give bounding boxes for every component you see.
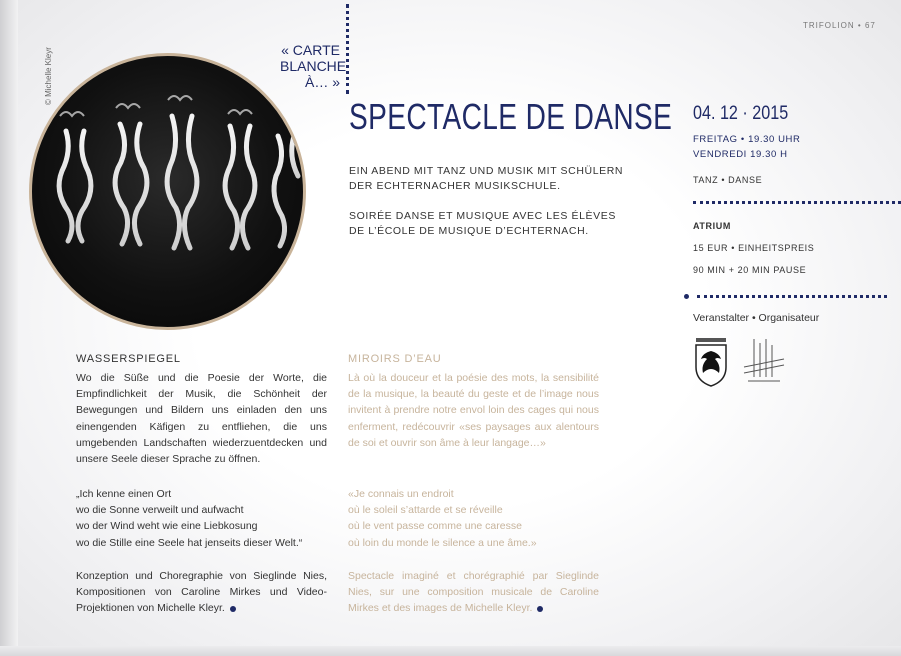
echternach-coat-of-arms-logo — [692, 337, 730, 387]
header-separator: • — [857, 21, 862, 30]
poem-line: «Je connais un endroit — [348, 488, 454, 500]
sidebar-bullet — [684, 294, 689, 299]
running-header — [803, 21, 876, 30]
french-credits: Spectacle imaginé et chorégraphié par Sieglinde Nies, sur une composition musicale de Caroline Mirkes et des images de Michelle Kleyr. — [348, 570, 599, 615]
end-mark-icon — [537, 606, 543, 612]
french-credits-block — [348, 568, 599, 617]
page-bottom-edge — [0, 646, 901, 656]
german-poem — [76, 486, 302, 551]
german-paragraph: Wo die Süße und die Poesie der Worte, die Empfindlichkeit der Musik, die Schönheit der Bewegungen und Bildern uns einladen den uns einengenden Käfigen zu entfliehen, die uns umgebenden Landschaften wiederzuentdecken und unsere Seele dieser Sprache zu öffnen. — [76, 372, 327, 466]
intro-line: DE L’ÉCOLE DE MUSIQUE D’ECHTERNACH. — [349, 225, 589, 237]
intro-line: SOIRÉE DANSE ET MUSIQUE AVEC LES ÉLÈVES — [349, 210, 616, 222]
intro-german — [349, 164, 623, 194]
event-duration: 90 MIN + 20 MIN PAUSE — [693, 265, 807, 275]
poem-line: wo der Wind weht wie eine Liebkosung — [76, 520, 258, 533]
end-mark-icon — [230, 606, 236, 612]
poem-line: wo die Sonne verweilt und aufwacht — [76, 504, 244, 517]
event-genre: TANZ • DANSE — [693, 175, 763, 185]
poem-line: où le soleil s’attarde et se réveille — [348, 504, 503, 517]
sidebar-dotted-rule — [697, 295, 887, 298]
german-credits-block — [76, 568, 327, 617]
french-heading: MIROIRS D’EAU — [348, 353, 442, 365]
french-paragraph: Là où la douceur et la poésie des mots, la sensibilité de la musique, la beauté du geste et de l’image nous invitent à prendre notre envol loin des cages qui nous enferment, redécouvrir «ses paysages aux alentours de soi et ouvrir son âme à leur langage…» — [348, 372, 599, 449]
dance-photo — [29, 53, 306, 330]
intro-line: EIN ABEND MIT TANZ UND MUSIK MIT SCHÜLERN — [349, 165, 624, 177]
intro-french — [349, 209, 616, 239]
page-number: 67 — [864, 21, 876, 30]
poem-line: où loin du monde le silence a une âme.» — [348, 536, 537, 549]
french-poem — [348, 486, 537, 551]
dancers-reflection-image — [32, 56, 303, 327]
kicker-line: BLANCHE — [280, 58, 347, 74]
event-time-fr: VENDREDI 19.30 H — [693, 149, 788, 160]
publication-name: TRIFOLION — [803, 21, 855, 30]
page-gutter — [0, 0, 18, 656]
poem-line: wo die Stille eine Seele hat jenseits dieser Welt.“ — [76, 536, 303, 549]
organiser-label: Veranstalter • Organisateur — [693, 312, 820, 324]
page-title: SPECTACLE DE DANSE — [349, 96, 673, 137]
kicker-line: À… » — [304, 74, 340, 90]
kicker — [280, 42, 347, 90]
event-price: 15 EUR • EINHEITSPREIS — [693, 243, 815, 253]
german-heading: WASSERSPIEGEL — [76, 353, 181, 365]
photo-credit: © Michelle Kleyr — [44, 47, 53, 105]
poem-line: „Ich kenne einen Ort — [76, 488, 172, 500]
music-school-logo — [740, 337, 788, 387]
sidebar-dotted-rule — [693, 201, 901, 204]
vertical-dotted-rule — [346, 4, 352, 94]
event-venue: ATRIUM — [693, 221, 731, 231]
german-credits: Konzeption und Choregraphie von Sieglinde Nies, Kompositionen von Caroline Mirkes und Video-Projektionen von Michelle Kleyr. — [76, 570, 327, 615]
intro-line: DER ECHTERNACHER MUSIKSCHULE. — [349, 180, 561, 192]
event-date: 04. 12 · 2015 — [693, 103, 789, 124]
event-time-de: FREITAG • 19.30 UHR — [693, 134, 801, 145]
kicker-line: « CARTE — [281, 42, 340, 58]
poem-line: où le vent passe comme une caresse — [348, 520, 522, 533]
